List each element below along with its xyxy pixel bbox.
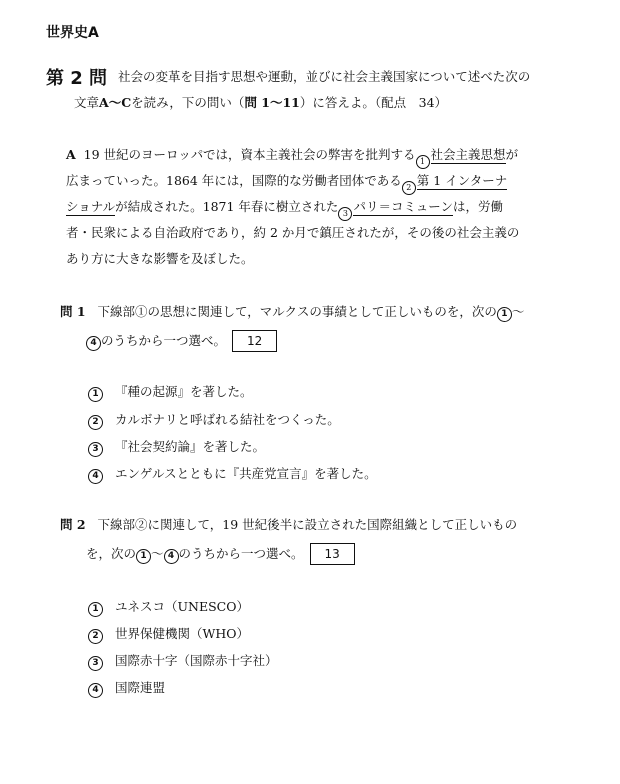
passage-line2 [66,172,507,195]
q2-text: 下線部②に関連して，19 世紀後半に設立された国際組織として正しいもの [97,517,518,532]
q2-label: 問 2 [60,517,86,532]
option-number: 4 [88,683,103,698]
option-number: 1 [88,387,103,402]
underline-number-1: 1 [416,155,430,169]
choice-num-1: 1 [497,307,512,322]
intro-range: A～C [99,95,132,110]
underline-2: 第 1 インターナ [416,173,508,188]
choice-num-4: 4 [86,336,101,351]
passage-line1 [66,146,518,169]
option-text: 『社会契約論』を著した。 [115,439,266,454]
intro-range: 問 1～11 [244,95,300,110]
underline-3: パリ＝コミューン [353,199,453,214]
answer-box-12[interactable]: 12 [232,330,277,352]
passage-text: が [505,147,519,162]
question-intro-line2 [74,94,447,112]
q2-option[interactable] [88,597,249,617]
q1-label: 問 1 [60,304,86,319]
intro-text: ）に答えよ。（配点 34） [299,95,448,110]
option-number: 2 [88,629,103,644]
q2-option[interactable] [88,624,249,644]
passage-line5: あり方に大きな影響を及ぼした。 [66,251,254,266]
q2-option[interactable] [88,651,278,671]
q2-line1 [60,516,517,534]
q1-text: 下線部①の思想に関連して，マルクスの事績として正しいものを，次の [97,304,497,319]
option-text: 国際連盟 [115,680,166,695]
q1-text: のうちから一つ選べ。 [101,333,227,348]
question-number: 第 2 問 [46,68,108,89]
q1-option[interactable] [88,382,253,402]
q1-option[interactable] [88,464,377,484]
answer-box-13[interactable]: 13 [310,543,355,565]
passage-line4: 者・民衆による自治政府であり，約 2 か月で鎮圧されたが，その後の社会主義の [66,225,520,240]
q1-line1: 問 1 下線部①の思想に関連して，マルクスの事績として正しいものを，次の 1 ～ [60,303,524,322]
passage-label: A [66,147,76,162]
question-intro-line1: 社会の変革を目指す思想や運動，並びに社会主義国家について述べた次の [118,69,531,84]
underline-1: 社会主義思想 [430,147,506,162]
underline-number-3: 3 [338,207,352,221]
intro-text: 文章 [74,95,100,110]
q2-text: のうちから一つ選べ。 [178,546,304,561]
choice-num-4: 4 [164,549,179,564]
q1-option[interactable] [88,437,265,457]
q1-option[interactable] [88,410,340,430]
option-number: 2 [88,415,103,430]
option-text: 世界保健機関（WHO） [115,626,249,641]
q1-line2 [86,330,277,352]
q2-text: を，次の [86,546,137,561]
option-text: エンゲルスとともに『共産党宣言』を著した。 [115,466,377,481]
subject-title: 世界史A [46,25,99,41]
option-text: 『種の起源』を著した。 [115,384,253,399]
underline-2-cont: ショナル [66,199,116,214]
option-number: 3 [88,656,103,671]
passage-text: 広まっていった。1864 年には，国際的な労働者団体である [66,173,402,188]
passage-text: は，労働 [452,199,503,214]
q2-line2: を，次の 1 ～ 4 のうちから一つ選べ。 13 [86,543,355,565]
passage-text: が結成された。1871 年春に樹立された [115,199,339,214]
passage-text: 19 世紀のヨーロッパでは，資本主義社会の弊害を批判する [83,147,416,162]
intro-text: を読み，下の問い（ [131,95,245,110]
option-number: 4 [88,469,103,484]
underline-number-2: 2 [402,181,416,195]
option-text: ユネスコ（UNESCO） [115,599,249,614]
choice-num-1: 1 [136,549,151,564]
option-text: 国際赤十字（国際赤十字社） [115,653,278,668]
option-number: 1 [88,602,103,617]
option-number: 3 [88,442,103,457]
option-text: カルボナリと呼ばれる結社をつくった。 [115,412,340,427]
passage-line3 [66,198,503,221]
q2-option[interactable] [88,678,165,698]
